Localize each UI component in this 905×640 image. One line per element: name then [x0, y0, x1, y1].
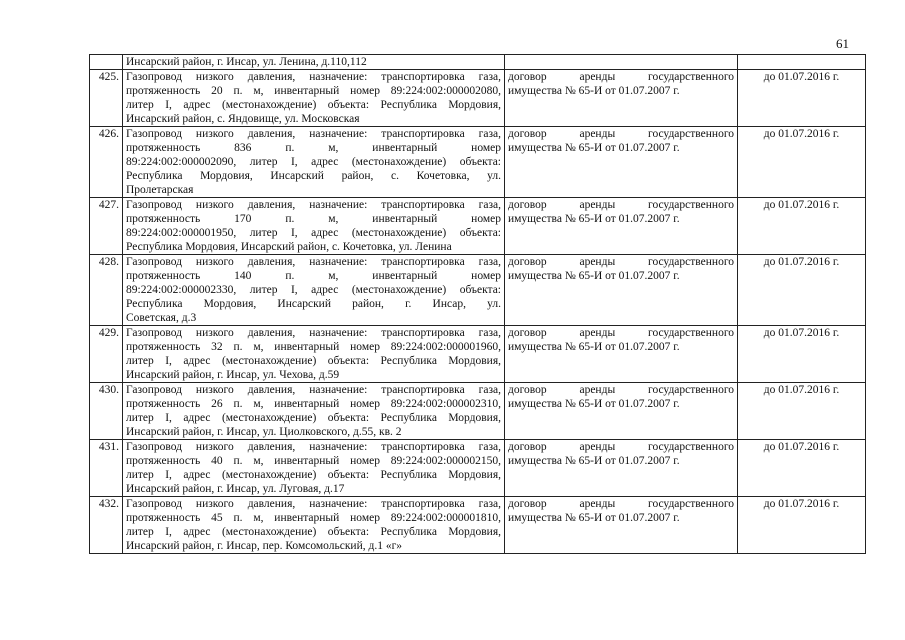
object-description-line: литер I, адрес (местонахождение) объекта: Республика Мордовия,	[126, 355, 501, 367]
object-description-cell	[123, 255, 505, 326]
object-description-line: протяженность 170 п. м, инвентарный номер	[126, 213, 501, 225]
basis-document-line: имущества № 65-И от 01.07.2007 г.	[508, 85, 680, 97]
basis-document-cell	[505, 127, 738, 198]
object-description-line: Газопровод низкого давления, назначение: транспортировка газа,	[126, 384, 501, 396]
table-row	[90, 326, 866, 383]
term-cell: до 01.07.2016 г.	[738, 497, 866, 554]
object-description-line: Инсарский район, г. Инсар, ул. Чехова, д.59	[126, 369, 340, 381]
object-description-line: 89:224:002:000002330, литер I, адрес (местонахождение) объекта:	[126, 284, 501, 296]
basis-document-cell	[505, 198, 738, 255]
object-description-line: протяженность 45 п. м, инвентарный номер 89:224:002:000001810,	[126, 512, 501, 524]
object-description-line: протяженность 40 п. м, инвентарный номер 89:224:002:000002150,	[126, 455, 501, 467]
object-description-line: Газопровод низкого давления, назначение: транспортировка газа,	[126, 199, 501, 211]
register-body	[90, 55, 866, 554]
object-description-line: Республика Мордовия, Инсарский район, с. Кочетовка, ул. Ленина	[126, 241, 452, 253]
object-description-line: Инсарский район, с. Яндовище, ул. Московская	[126, 113, 360, 125]
basis-document-line: имущества № 65-И от 01.07.2007 г.	[508, 512, 680, 524]
row-number-cell: 429.	[90, 326, 123, 383]
table-row	[90, 383, 866, 440]
basis-document-line: договор аренды государственного	[508, 327, 734, 339]
object-description-cell	[123, 70, 505, 127]
object-description-line: Газопровод низкого давления, назначение: транспортировка газа,	[126, 71, 501, 83]
object-description-line: Газопровод низкого давления, назначение: транспортировка газа,	[126, 256, 501, 268]
basis-document-line: договор аренды государственного	[508, 498, 734, 510]
object-description-line: Газопровод низкого давления, назначение: транспортировка газа,	[126, 327, 501, 339]
object-description-line: литер I, адрес (местонахождение) объекта: Республика Мордовия,	[126, 99, 501, 111]
basis-document-line: договор аренды государственного	[508, 384, 734, 396]
object-description-line: протяженность 26 п. м, инвентарный номер 89:224:002:000002310,	[126, 398, 501, 410]
term-cell: до 01.07.2016 г.	[738, 70, 866, 127]
basis-document-line: имущества № 65-И от 01.07.2007 г.	[508, 213, 680, 225]
object-description-line: Советская, д.3	[126, 312, 197, 324]
object-description-line: Республика Мордовия, Инсарский район, г. Инсар, ул.	[126, 298, 501, 310]
object-description-cell	[123, 127, 505, 198]
basis-document-cell	[505, 440, 738, 497]
term-cell: до 01.07.2016 г.	[738, 326, 866, 383]
basis-document-line: имущества № 65-И от 01.07.2007 г.	[508, 341, 680, 353]
row-number-cell: 432.	[90, 497, 123, 554]
page-number: 61	[836, 36, 849, 51]
term-cell: до 01.07.2016 г.	[738, 383, 866, 440]
object-description-line: Газопровод низкого давления, назначение: транспортировка газа,	[126, 498, 501, 510]
object-description-line: литер I, адрес (местонахождение) объекта: Республика Мордовия,	[126, 526, 501, 538]
object-description-line: протяженность 32 п. м, инвентарный номер 89:224:002:000001960,	[126, 341, 501, 353]
basis-document-line: договор аренды государственного	[508, 199, 734, 211]
row-number-cell: 430.	[90, 383, 123, 440]
basis-document-line: имущества № 65-И от 01.07.2007 г.	[508, 142, 680, 154]
row-number-cell: 431.	[90, 440, 123, 497]
basis-document-cell	[505, 255, 738, 326]
basis-document-cell	[505, 55, 738, 70]
property-register-table	[89, 54, 866, 554]
basis-document-line: договор аренды государственного	[508, 128, 734, 140]
row-number-cell	[90, 55, 123, 70]
row-number-cell: 425.	[90, 70, 123, 127]
basis-document-cell	[505, 70, 738, 127]
object-description-line: Инсарский район, г. Инсар, ул. Циолковского, д.55, кв. 2	[126, 426, 402, 438]
row-number-cell: 428.	[90, 255, 123, 326]
basis-document-line: имущества № 65-И от 01.07.2007 г.	[508, 398, 680, 410]
object-description-cell	[123, 198, 505, 255]
basis-document-cell	[505, 497, 738, 554]
term-cell: до 01.07.2016 г.	[738, 440, 866, 497]
object-description-line: Инсарский район, г. Инсар, пер. Комсомольский, д.1 «г»	[126, 540, 403, 552]
continuation-row	[90, 55, 866, 70]
row-number-cell: 427.	[90, 198, 123, 255]
object-description-line: 89:224:002:000002090, литер I, адрес (местонахождение) объекта:	[126, 156, 501, 168]
term-cell: до 01.07.2016 г.	[738, 127, 866, 198]
object-description-line: протяженность 20 п. м, инвентарный номер 89:224:002:000002080,	[126, 85, 501, 97]
object-description-line: Инсарский район, г. Инсар, ул. Ленина, д.110,112	[126, 56, 367, 68]
basis-document-cell	[505, 383, 738, 440]
object-description-cell	[123, 383, 505, 440]
basis-document-line: договор аренды государственного	[508, 71, 734, 83]
object-description-cell	[123, 440, 505, 497]
object-description-line: литер I, адрес (местонахождение) объекта: Республика Мордовия,	[126, 412, 501, 424]
table-row	[90, 497, 866, 554]
object-description-line: Пролетарская	[126, 184, 194, 196]
object-description-line: протяженность 836 п. м, инвентарный номер	[126, 142, 501, 154]
term-cell	[738, 55, 866, 70]
object-description-line: Инсарский район, г. Инсар, ул. Луговая, д.17	[126, 483, 345, 495]
object-description-line: протяженность 140 п. м, инвентарный номер	[126, 270, 501, 282]
object-description-line: 89:224:002:000001950, литер I, адрес (местонахождение) объекта:	[126, 227, 501, 239]
basis-document-line: имущества № 65-И от 01.07.2007 г.	[508, 455, 680, 467]
basis-document-line: имущества № 65-И от 01.07.2007 г.	[508, 270, 680, 282]
object-description-line: Газопровод низкого давления, назначение: транспортировка газа,	[126, 441, 501, 453]
object-description-line: литер I, адрес (местонахождение) объекта: Республика Мордовия,	[126, 469, 501, 481]
term-cell: до 01.07.2016 г.	[738, 198, 866, 255]
table-row	[90, 198, 866, 255]
object-description-cell	[123, 326, 505, 383]
basis-document-line: договор аренды государственного	[508, 441, 734, 453]
row-number-cell: 426.	[90, 127, 123, 198]
table-row	[90, 440, 866, 497]
basis-document-line: договор аренды государственного	[508, 256, 734, 268]
object-description-line: Газопровод низкого давления, назначение: транспортировка газа,	[126, 128, 501, 140]
object-description-cell	[123, 55, 505, 70]
term-cell: до 01.07.2016 г.	[738, 255, 866, 326]
table-row	[90, 70, 866, 127]
object-description-line: Республика Мордовия, Инсарский район, с. Кочетовка, ул.	[126, 170, 501, 182]
object-description-cell	[123, 497, 505, 554]
table-row	[90, 127, 866, 198]
table-row	[90, 255, 866, 326]
basis-document-cell	[505, 326, 738, 383]
